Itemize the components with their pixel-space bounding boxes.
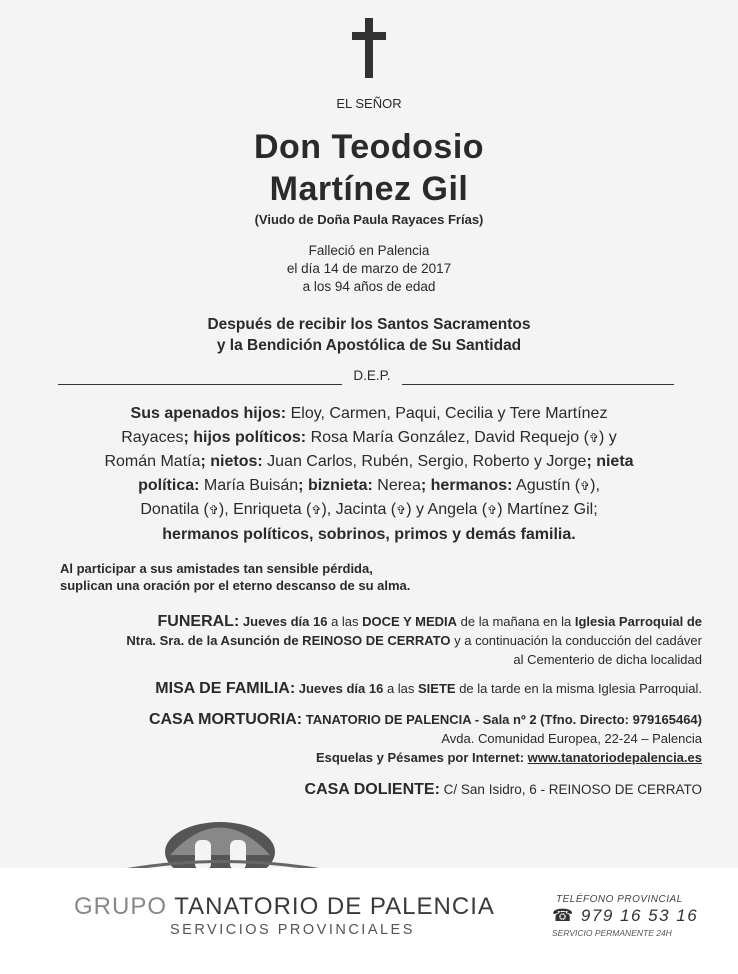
family-text: Román Matía	[104, 453, 201, 470]
footer-tanatorio: TANATORIO DE PALENCIA	[174, 893, 495, 920]
funeral-text: a las	[327, 614, 363, 629]
cross-icon: ✞	[396, 503, 407, 517]
family-text: ) Martínez Gil;	[497, 501, 598, 518]
casa-doliente-address: C/ San Isidro, 6 - REINOSO DE CERRATO	[439, 782, 702, 797]
casa-mortuoria-heading: CASA MORTUORIA:	[148, 711, 303, 728]
funeral-text: y a continuación la conducción del cadáver	[450, 633, 702, 648]
family-text: ), Jacinta (	[321, 501, 397, 518]
family-label-children: Sus apenados hijos:	[130, 405, 287, 422]
family-label-children-in-law: ; hijos políticos:	[183, 428, 307, 446]
family-label-in-law: política:	[138, 476, 200, 494]
family-grandchildren: Juan Carlos, Rubén, Sergio, Roberto y Jorge	[262, 453, 587, 470]
website-link[interactable]: www.tanatoriodepalencia.es	[527, 750, 702, 765]
phone-icon: ☎	[552, 906, 575, 925]
funeral-section	[30, 612, 702, 669]
funeral-text: Jueves día	[239, 614, 313, 629]
cross-icon: ✞	[580, 478, 591, 493]
cross-icon: ✞	[487, 503, 498, 517]
participation-line1: Al participar a sus amistades tan sensible pérdida,	[60, 561, 373, 576]
family-text: Rayaces	[121, 428, 184, 446]
misa-text: de la tarde en la misma Iglesia Parroquial.	[455, 681, 702, 696]
footer-tel-label: TELÉFONO PROVINCIAL	[556, 894, 683, 905]
sacraments-line1: Después de recibir los Santos Sacramentos	[207, 316, 531, 333]
sacraments-text	[0, 314, 738, 356]
cross-icon: ✞	[311, 503, 322, 517]
footer-brand	[74, 893, 495, 921]
cross-icon: ✞	[588, 430, 599, 445]
casa-doliente-section	[30, 781, 702, 799]
funeral-time: DOCE Y MEDIA	[362, 614, 458, 629]
family-text: ) y	[599, 428, 617, 446]
divider-line-left	[58, 384, 342, 385]
family-list	[62, 402, 676, 546]
family-text: María Buisán	[199, 476, 299, 494]
title-prefix: EL SEÑOR	[336, 96, 402, 111]
funeral-day: 16	[313, 614, 328, 629]
family-text: Nerea	[372, 476, 421, 494]
deceased-name-line1: Don Teodosio	[253, 128, 485, 166]
family-text: ), Enriqueta (	[218, 501, 312, 518]
misa-text: a las	[383, 681, 419, 696]
misa-text: Jueves día	[295, 681, 369, 696]
family-closing: hermanos políticos, sobrinos, primos y demás familia.	[162, 525, 576, 543]
footer-phone	[552, 906, 698, 926]
family-text: ),	[590, 476, 600, 494]
dep-divider	[58, 368, 674, 388]
casa-mortuoria-address: Avda. Comunidad Europea, 22-24 – Palencia	[441, 731, 702, 746]
death-details	[0, 242, 738, 296]
family-text: Donatila (	[140, 501, 209, 518]
family-children: Eloy, Carmen, Paqui, Cecilia y Tere Martínez	[286, 405, 608, 422]
funeral-heading: FUNERAL:	[157, 613, 240, 630]
casa-doliente-heading: CASA DOLIENTE:	[304, 781, 440, 798]
footer-tel-number: 979 16 53 16	[580, 906, 699, 925]
widower-note: (Viudo de Doña Paula Rayaces Frías)	[254, 212, 484, 227]
footer-permanente: SERVICIO PERMANENTE 24H	[552, 928, 672, 938]
participation-text	[60, 560, 620, 594]
funeral-text: de la mañana en la	[457, 614, 575, 629]
participation-line2: suplican una oración por el eterno descanso de su alma.	[60, 578, 411, 593]
misa-time: SIETE	[418, 681, 456, 696]
internet-label: Esquelas y Pésames por Internet:	[315, 750, 528, 765]
funeral-church: Iglesia Parroquial de	[574, 614, 702, 629]
cross-icon: ✞	[208, 503, 219, 517]
misa-section	[30, 680, 702, 698]
death-date: el día 14 de marzo de 2017	[286, 261, 452, 276]
death-place: Falleció en Palencia	[308, 243, 430, 258]
family-children-in-law: Rosa María González, David Requejo (	[306, 428, 589, 446]
funeral-church-name: Ntra. Sra. de la Asunción de REINOSO DE CERRATO	[126, 633, 451, 648]
footer-grupo: GRUPO	[74, 893, 175, 920]
misa-day: 16	[368, 681, 384, 696]
family-label-great-granddaughter: ; biznieta:	[298, 476, 373, 494]
family-text: ) y Angela (	[406, 501, 488, 518]
footer-servicios: SERVICIOS PROVINCIALES	[170, 922, 415, 938]
divider-line-right	[402, 384, 674, 385]
cross-icon	[352, 18, 386, 78]
dep-label: D.E.P.	[353, 368, 391, 383]
misa-heading: MISA DE FAMILIA:	[155, 680, 296, 697]
deceased-name-line2: Martínez Gil	[269, 170, 469, 208]
family-label-grandchildren: ; nietos:	[200, 453, 263, 470]
casa-mortuoria-section	[30, 710, 702, 767]
sacraments-line2: y la Bendición Apostólica de Su Santidad	[216, 337, 522, 354]
family-label-granddaughter-in-law: ; nieta	[586, 453, 634, 470]
family-text: Agustín (	[512, 476, 581, 494]
funeral-cemetery: al Cementerio de dicha localidad	[513, 652, 702, 667]
death-age: a los 94 años de edad	[302, 279, 436, 294]
family-label-siblings: ; hermanos:	[420, 476, 513, 494]
casa-mortuoria-text: TANATORIO DE PALENCIA - Sala nº 2 (Tfno. Directo: 979165464)	[302, 712, 702, 727]
